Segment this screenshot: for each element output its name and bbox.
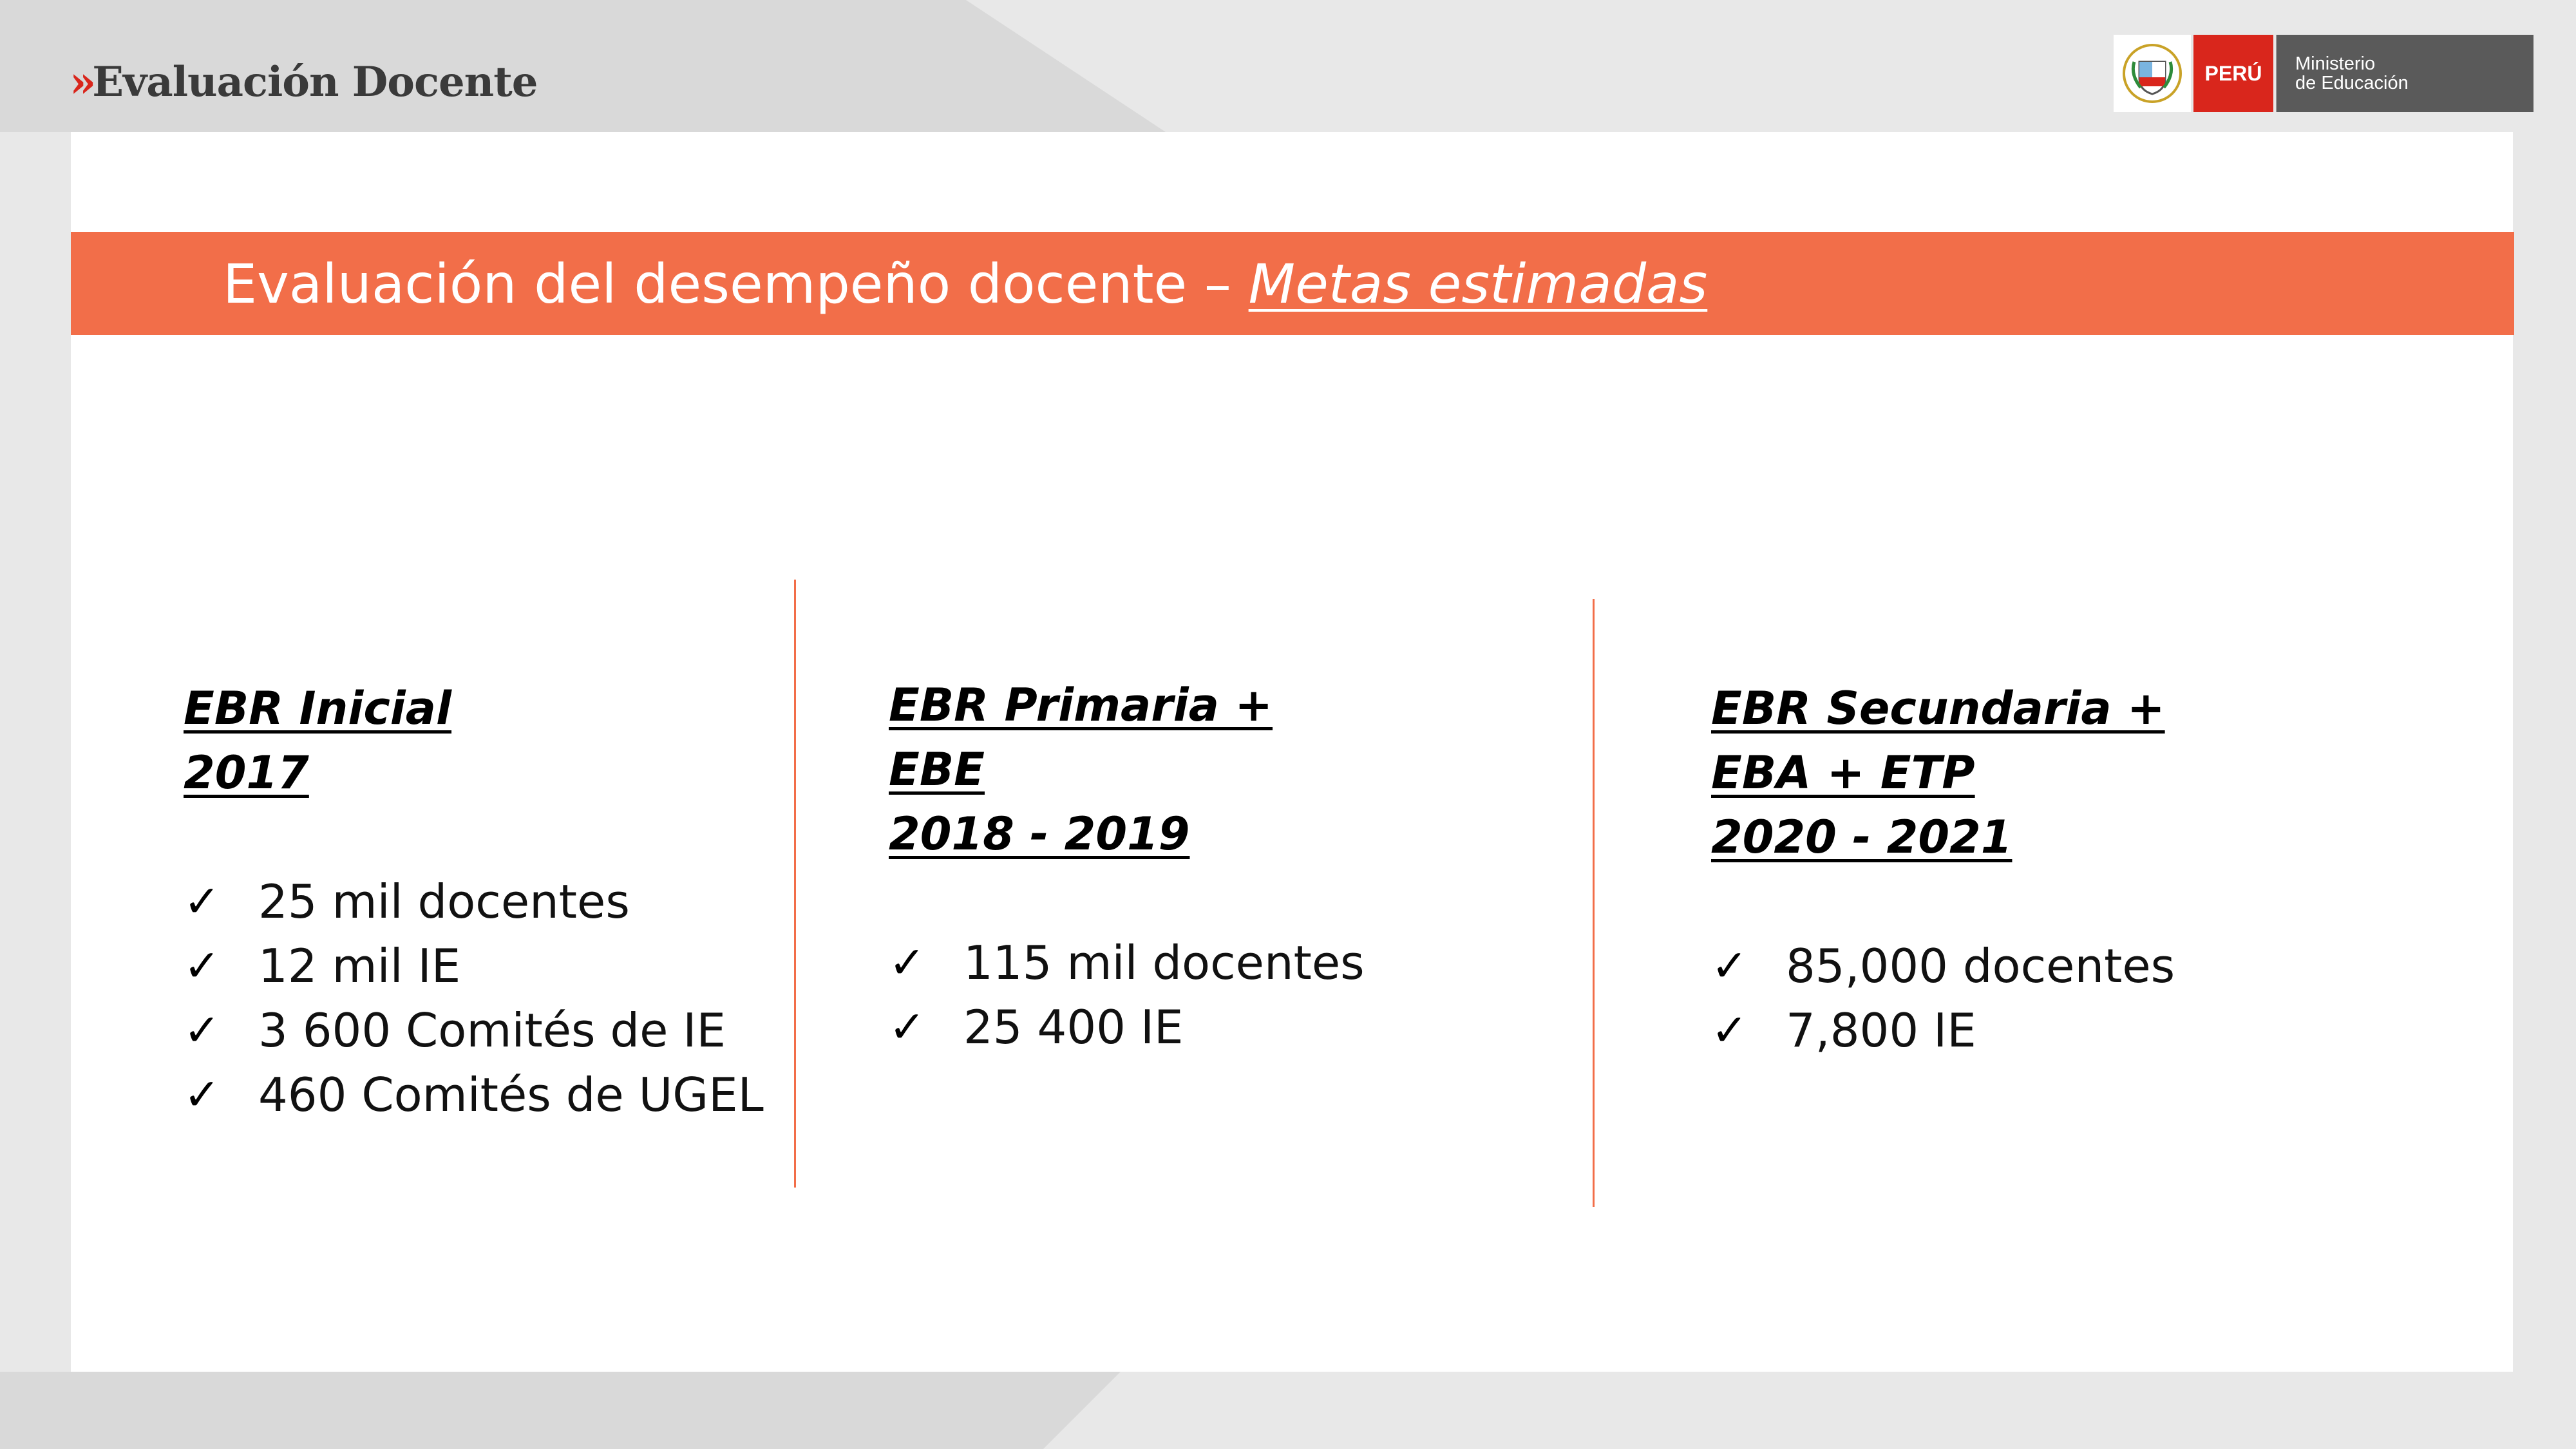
item-text: 25 mil docentes [258, 875, 630, 929]
item-text: 115 mil docentes [963, 936, 1365, 990]
column-heading [184, 676, 764, 805]
ministry-name [2276, 35, 2533, 112]
heading-line: EBA + ETP [1711, 746, 1975, 799]
item-text: 3 600 Comités de IE [258, 1003, 726, 1057]
list-item [184, 934, 764, 998]
column-ebr-inicial [184, 676, 764, 1127]
item-list [184, 869, 764, 1127]
item-text: 460 Comités de UGEL [258, 1068, 764, 1122]
column-divider-2 [1593, 599, 1595, 1207]
slide-title [223, 252, 1707, 316]
heading-line: 2017 [184, 746, 309, 799]
item-text: 25 400 IE [963, 1000, 1184, 1054]
checkmark-icon: ✓ [1711, 1005, 1748, 1056]
item-list [1711, 934, 2175, 1063]
heading-line: 2018 - 2019 [889, 808, 1190, 860]
list-item [889, 931, 1365, 995]
brand-logo [70, 57, 537, 107]
list-item [184, 869, 764, 934]
list-item [184, 1063, 764, 1127]
item-text: 7,800 IE [1786, 1003, 1976, 1057]
column-divider-1 [794, 580, 796, 1188]
checkmark-icon: ✓ [889, 1001, 925, 1053]
heading-line: 2020 - 2021 [1711, 811, 2012, 864]
checkmark-icon: ✓ [184, 876, 220, 927]
list-item [1711, 934, 2175, 998]
item-text: 85,000 docentes [1786, 939, 2175, 993]
item-list [889, 931, 1365, 1059]
heading-line: EBE [889, 743, 985, 796]
title-banner [71, 232, 2514, 335]
ministry-line-2: de Educación [2295, 73, 2409, 93]
checkmark-icon: ✓ [184, 1069, 220, 1121]
item-text: 12 mil IE [258, 939, 461, 993]
slide-title-plain: Evaluación del desempeño docente – [223, 252, 1249, 316]
checkmark-icon: ✓ [1711, 940, 1748, 992]
list-item [1711, 998, 2175, 1063]
column-ebr-primaria [889, 673, 1365, 1059]
checkmark-icon: ✓ [184, 1005, 220, 1056]
ministry-logo [2114, 35, 2533, 112]
checkmark-icon: ✓ [184, 940, 220, 992]
coat-of-arms-icon [2114, 35, 2191, 112]
peru-label: PERÚ [2193, 35, 2273, 112]
ministry-line-1: Ministerio [2295, 53, 2376, 74]
list-item [184, 998, 764, 1063]
heading-line: EBR Inicial [184, 682, 452, 735]
heading-line: EBR Secundaria + [1711, 682, 2165, 735]
checkmark-icon: ✓ [889, 937, 925, 989]
column-ebr-secundaria [1711, 676, 2175, 1063]
heading-line: EBR Primaria + [889, 679, 1273, 732]
list-item [889, 995, 1365, 1059]
column-heading [889, 673, 1365, 866]
brand-name: Evaluación Docente [92, 57, 538, 106]
brand-chevron-icon: » [70, 57, 90, 107]
slide-title-emphasis: Metas estimadas [1248, 252, 1708, 316]
column-heading [1711, 676, 2175, 869]
